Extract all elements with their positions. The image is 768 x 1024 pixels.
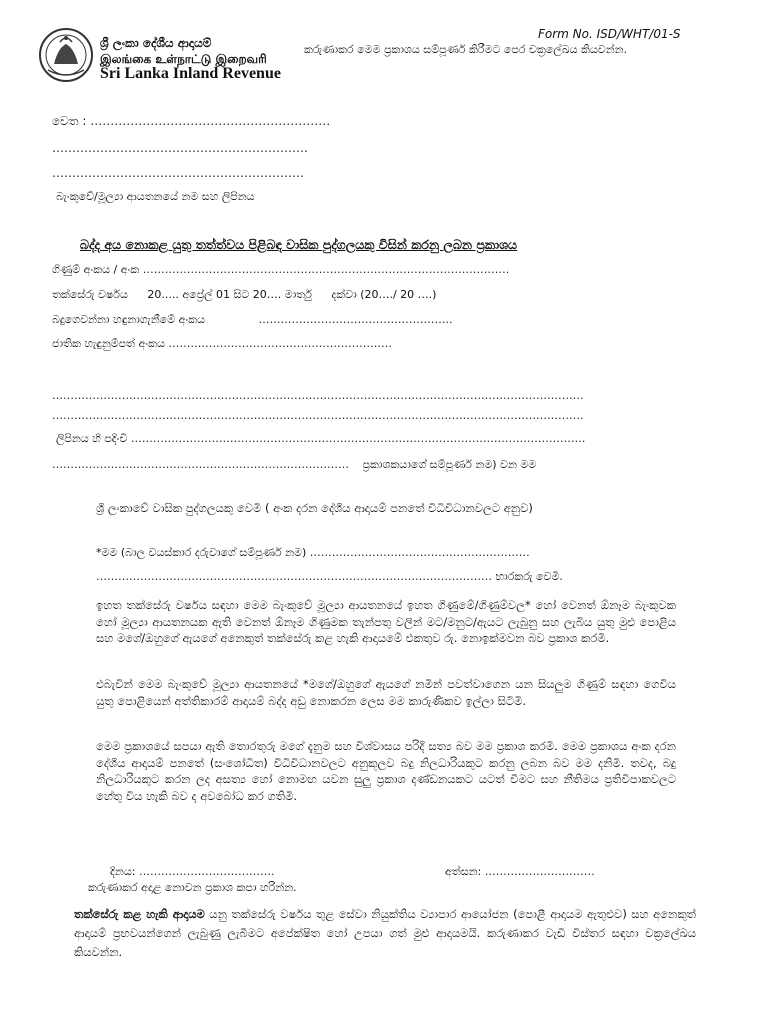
strike-note: කරුණාකර අදාළ නොවන ප්‍රකාශ කපා හරින්න. bbox=[88, 881, 297, 894]
address-line-2[interactable]: ………………………………………………………. bbox=[52, 141, 308, 155]
address-line-3[interactable]: ……………………………………………………… bbox=[52, 166, 304, 180]
date-row bbox=[110, 865, 274, 879]
footer-definition bbox=[74, 905, 696, 962]
guardian-row bbox=[96, 570, 563, 584]
guardian-input[interactable]: ……………………………………………………………………………………………… bbox=[96, 570, 492, 583]
request-paragraph: එබැවින් මෙම බැංකුවේ මූල්‍යා ආයතනයේ *මගේ/ඔහුගේ ඇයගේ නමින් පවත්වාගෙන යන සියලුම ගිණුම් සඳහා ගෙවිය යුතු පොළියෙන් අත්තිකාරම් ආදායම් බද්ද අඩු නොකරන ලෙස මම කාරුණිකව ඉල්ලා සිටිමි. bbox=[96, 677, 676, 708]
org-name-english: Sri Lanka Inland Revenue bbox=[100, 65, 281, 82]
signature-row bbox=[445, 865, 595, 879]
signature-label: අත්සන: bbox=[445, 865, 482, 878]
tin-input[interactable]: …………………………………………….. bbox=[258, 313, 453, 326]
minor-name-label: *මම (බාල වයස්කාර දරුවාගේ සම්පූර්ණ නම) bbox=[96, 546, 307, 559]
tax-year-up-to[interactable]: දක්වා (20…./ 20 ….) bbox=[331, 288, 437, 301]
account-label: ගිණුම් අංකය / අංක bbox=[52, 263, 140, 276]
org-name-sinhala: ශ්‍රී ලංකා දේශීය ආදායම් bbox=[100, 36, 212, 50]
to-line bbox=[52, 114, 330, 129]
date-label: දිනය: bbox=[110, 865, 136, 878]
footer-text: යනු තක්සේරු වර්ෂය තුළ සේවා නියුක්තිය ව්‍යාපාර ආයෝජන (පොළී ආදායම ඇතුළුව) සහ අනෙකුත් ආදායම් ප්‍රභවයන්ගෙන් ලැබුණු ලැබීමට අපේක්ෂිත හෝ උපයා ගත් මුළු ආදායමයි. කරුණාකර වැඩි විස්තර සඳහා චක්‍රලේඛය කියවන්න. bbox=[74, 907, 696, 959]
residency-paragraph: ශ්‍රී ලංකාවේ වාසික පුද්ගලයකු වෙමි ( අංක දරන දේශීය ආදායම් පනතේ විධිවිධානවලට අනුව) bbox=[96, 501, 533, 515]
to-label: වෙත : bbox=[52, 114, 87, 128]
declarant-name-input[interactable]: ……………………………………………………………………… bbox=[52, 458, 349, 471]
form-title: බද්ද අය නොකළ යුතු තත්ත්වය පිළිබඳ වාසික පුද්ගලයකු විසින් කරනු ලබන ප්‍රකාශය bbox=[80, 237, 518, 252]
instruction-note: කරුණාකර මෙම ප්‍රකාශය සම්පූර්ණ කිරීමට පෙර චක්‍රලේඛය කියවන්න. bbox=[304, 43, 628, 56]
form-number: Form No. ISD/WHT/01-S bbox=[538, 27, 681, 41]
truth-declaration-paragraph: මෙම ප්‍රකාශයේ සපයා ඇති තොරතුරු මගේ දැනුම සහ විශ්වාසය පරිදි සත්‍ය බව මම ප්‍රකාශ කරමි. මෙම ප්‍රකාශය අංක දරන දේශීය ආදායම් පනතේ (සංශෝධිත) විධිවිධානවලට අනුකූලව බදු නිලධාරියකුට කරනු ලබන බව මම දනිමි. තවද, බදු නිලධාරියකුට කරන ලද අසත්‍ය හෝ නොමඟ යවන සුලු ප්‍රකාශ දණ්ඩනයකට යටත් වීමට සහ නීතිමය ප්‍රතිවිපාකවලට හේතු විය හැකි බව ද අවබෝධ කර ගතිමි. bbox=[96, 739, 676, 803]
declarant-line-1[interactable]: ………………………………………………………………………………………………………………………………. bbox=[52, 389, 584, 402]
minor-name-row bbox=[96, 546, 530, 560]
date-input[interactable]: ………………………………. bbox=[138, 865, 275, 878]
address-label: ලිපිනය හි පදිංචි bbox=[56, 432, 128, 445]
income-declaration-paragraph: ඉහත තක්සේරු වර්ෂය සඳහා මෙම බැංකුවේ මූල්‍යා ආයතනයේ ඉහත ගිණුමේ/ගිණුම්වල* හෝ වෙනත් ඕනෑම බැංකුවක හෝ මූල්‍යා ආයතනයක ඇති වෙනත් ඕනෑම ගිණුමක තැන්පතු වලින් මට/මනුට/ඇයට ලැබුනු සහ ලැබිය යුතු මුළු පොළිය සහ මගේ/ඔහුගේ ඇයගේ අනෙකුත් තක්සේරු කළ හැකි ආදායමේ එකතුව රු. නොඉක්මවන බව ප්‍රකාශ කරමි. bbox=[96, 598, 676, 645]
address-input[interactable]: ……………………………………………………………………………………………………………. bbox=[130, 432, 586, 445]
tin-label: බදුගෙවන්නා හඳුනාගැනීමේ අංකය bbox=[52, 313, 205, 326]
address-caption: බැංකුවේ/මූල්‍යා ආයතනයේ නම සහ ලිපිනය bbox=[56, 190, 255, 203]
org-name-tamil: இலங்கை உள்நாட்டு இறைவரி bbox=[100, 52, 267, 66]
footer-term: තක්සේරු කළ හැකි ආදායම bbox=[74, 907, 205, 921]
nic-row bbox=[52, 337, 392, 351]
tax-year-row bbox=[52, 288, 436, 302]
nic-label: ජාතික හැඳුනුම්පත් අංකය bbox=[52, 337, 165, 350]
declarant-line-2[interactable]: ………………………………………………………………………………………………………………………………. bbox=[52, 409, 584, 422]
declarant-name-caption: ප්‍රකාශකයාගේ සම්පූර්ණ නම) වන මම bbox=[362, 458, 537, 471]
nic-input[interactable]: ……………………………………………………. bbox=[168, 337, 392, 350]
minor-name-input[interactable]: …………………………………………………… bbox=[309, 546, 530, 559]
tax-year-label: තක්සේරු වර්ෂය bbox=[52, 288, 128, 301]
to-dots[interactable]: …………………………………………………… bbox=[90, 114, 331, 128]
sri-lanka-emblem-logo bbox=[38, 26, 94, 84]
account-number-row bbox=[52, 263, 509, 277]
declarant-name-row bbox=[52, 458, 536, 472]
account-input[interactable]: ………………………………………………………………………………………. bbox=[142, 263, 510, 276]
declarant-address-row bbox=[56, 432, 585, 446]
signature-input[interactable]: ………………………… bbox=[484, 865, 595, 878]
tin-row bbox=[52, 313, 452, 327]
tax-year-range[interactable]: 20..... අප්‍රේල් 01 සිට 20…. මාර්තු bbox=[147, 288, 312, 301]
guardian-tail: භාරකරු වෙමි. bbox=[495, 570, 563, 583]
